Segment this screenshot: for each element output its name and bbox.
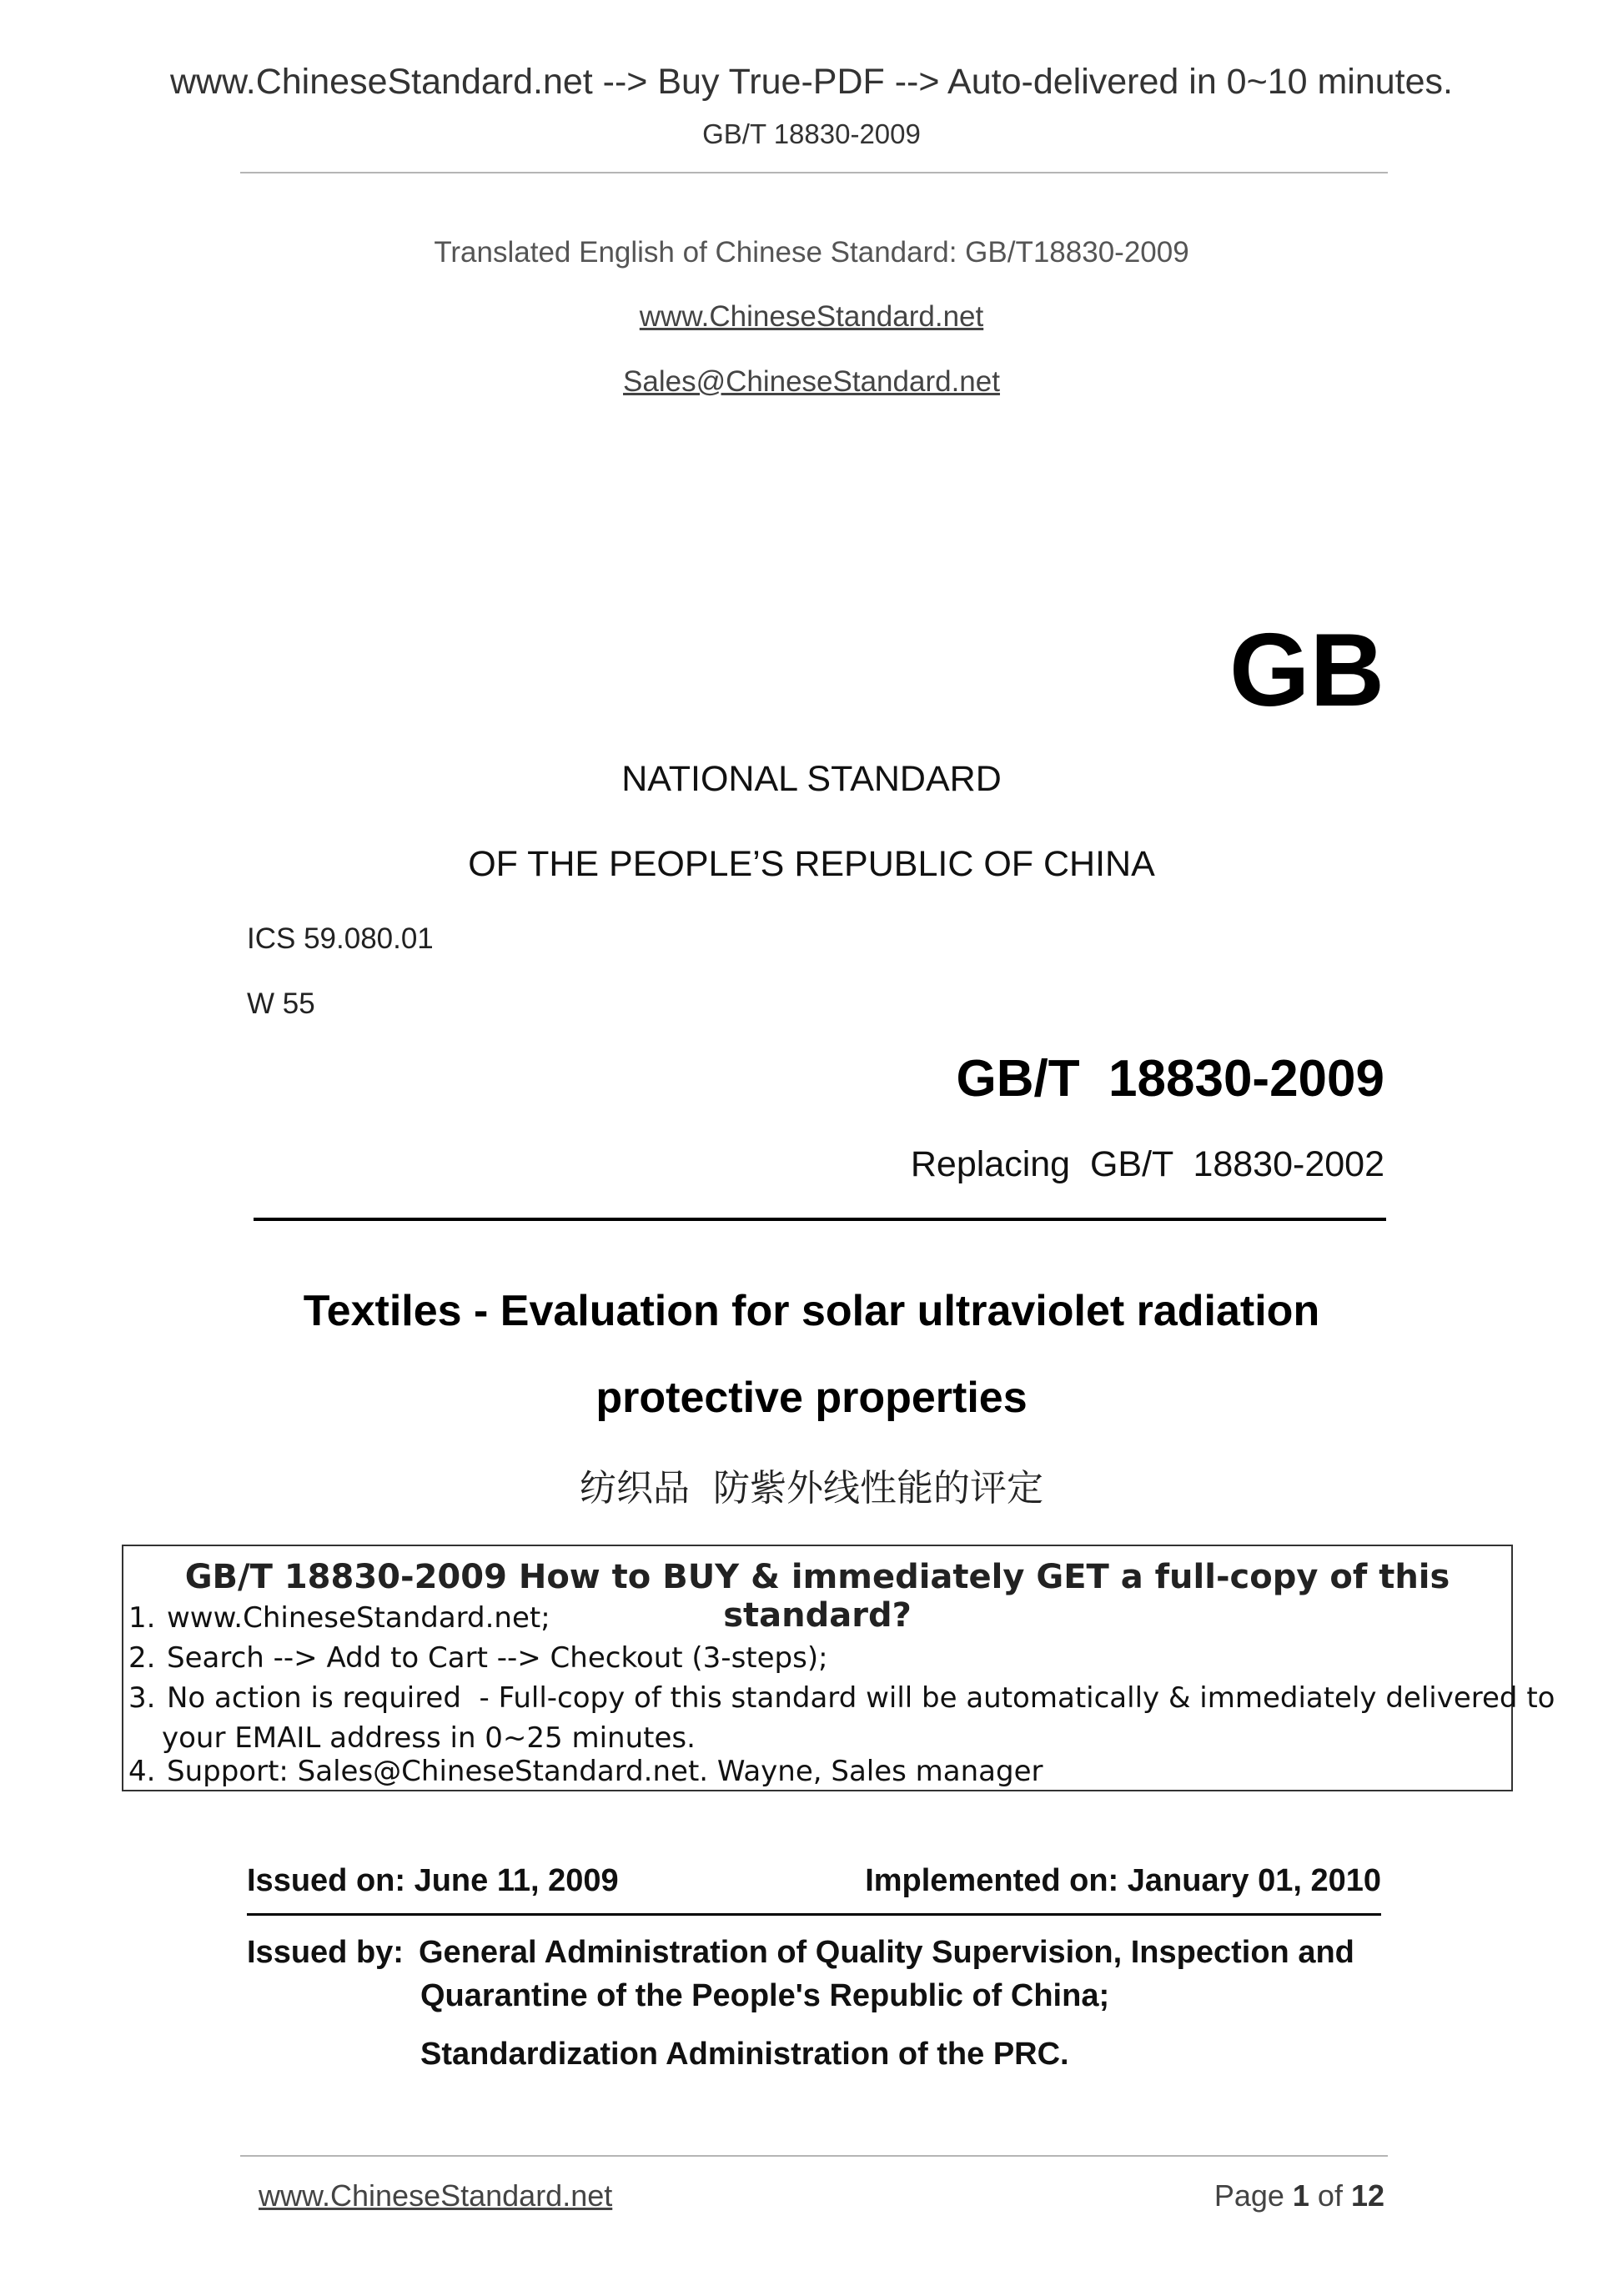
- header-divider: [240, 172, 1388, 173]
- document-title-line-2: protective properties: [595, 1374, 1028, 1422]
- purchase-step-4: [128, 1755, 1043, 1788]
- purchase-step-1: [128, 1601, 550, 1635]
- page-total: 12: [1350, 2178, 1384, 2213]
- purchase-info-box: [122, 1545, 1555, 1791]
- issuer-line-3: Standardization Administration of the PRC.: [420, 2037, 1069, 2072]
- dates-divider: [247, 1913, 1381, 1916]
- site-link-row: [0, 300, 1623, 334]
- document-title-chinese: 纺织品 防紫外线性能的评定: [580, 1467, 1043, 1510]
- implemented-on-date: Implemented on: January 01, 2010: [865, 1863, 1381, 1898]
- footer-divider: [240, 2155, 1388, 2157]
- issuer-line-2: Quarantine of the People's Republic of China;: [420, 1978, 1110, 2013]
- sales-email-link[interactable]: Sales@ChineseStandard.net: [623, 365, 1000, 398]
- header-banner: www.ChineseStandard.net --> Buy True-PDF --> Auto-delivered in 0~10 minutes.: [169, 62, 1453, 102]
- page-of: of: [1309, 2178, 1351, 2213]
- purchase-step-3-continued: your EMAIL address in 0~25 minutes.: [162, 1721, 696, 1755]
- step-number: 3.: [128, 1681, 156, 1715]
- footer-site-link[interactable]: www.ChineseStandard.net: [259, 2178, 613, 2213]
- sales-link-row: [0, 365, 1623, 399]
- national-standard-heading: NATIONAL STANDARD: [621, 759, 1002, 799]
- step-text[interactable]: www.ChineseStandard.net;: [167, 1601, 550, 1635]
- page-indicator: [1214, 2178, 1384, 2213]
- ics-code: ICS 59.080.01: [247, 922, 434, 955]
- step-text: Search --> Add to Cart --> Checkout (3-steps);: [167, 1641, 828, 1675]
- issued-by-label: Issued by:: [247, 1935, 404, 1970]
- title-divider: [254, 1218, 1386, 1221]
- republic-heading: OF THE PEOPLE’S REPUBLIC OF CHINA: [468, 844, 1155, 884]
- translated-notice: Translated English of Chinese Standard: GB/T18830-2009: [434, 236, 1189, 269]
- step-number: 2.: [128, 1641, 156, 1675]
- step-number: 4.: [128, 1755, 156, 1788]
- header-standard-code: GB/T 18830-2009: [702, 118, 921, 149]
- purchase-box-title: GB/T 18830-2009 How to BUY & immediately GET a full-copy of this standard?: [184, 1558, 1450, 1635]
- page-current: 1: [1292, 2178, 1309, 2213]
- step-text: Support: Sales@ChineseStandard.net. Wayne, Sales manager: [167, 1755, 1043, 1788]
- step-number: 1.: [128, 1601, 156, 1635]
- replacing-standard: Replacing GB/T 18830-2002: [910, 1144, 1384, 1184]
- purchase-step-2: [128, 1641, 828, 1675]
- issuer-line-1: General Administration of Quality Supervision, Inspection and: [419, 1935, 1354, 1970]
- site-link[interactable]: www.ChineseStandard.net: [639, 300, 984, 333]
- gb-logo-mark: GB: [1229, 613, 1384, 728]
- purchase-step-3: [128, 1681, 1555, 1715]
- document-title-line-1: Textiles - Evaluation for solar ultraviolet radiation: [303, 1287, 1320, 1335]
- step-text: No action is required - Full-copy of this standard will be automatically & immediately delivered to: [167, 1681, 1555, 1715]
- page-prefix: Page: [1213, 2178, 1293, 2213]
- issued-on-date: Issued on: June 11, 2009: [247, 1863, 619, 1898]
- standard-number: GB/T 18830-2009: [956, 1050, 1384, 1108]
- classification-code: W 55: [247, 987, 315, 1020]
